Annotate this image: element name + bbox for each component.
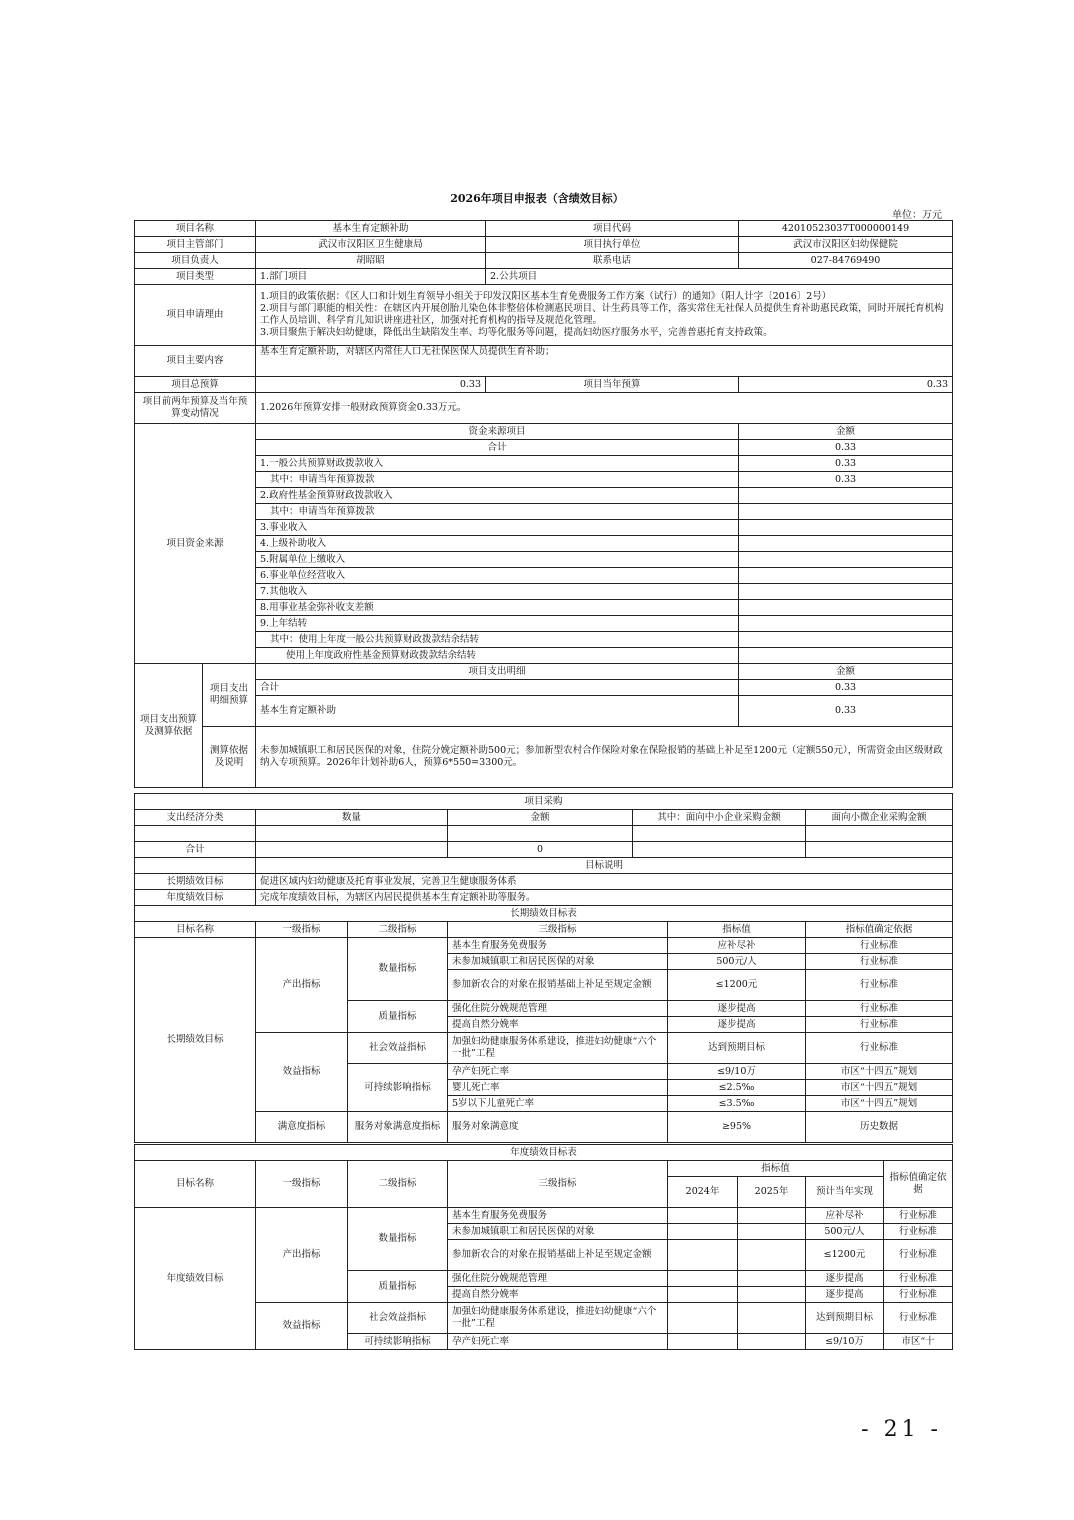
- year-quantity: 数量指标: [348, 1208, 448, 1271]
- type-1: 1.部门项目: [256, 269, 486, 285]
- phone-label: 联系电话: [486, 253, 739, 269]
- year-target-text: 完成年度绩效目标，为辖区内居民提供基本生育定额补助等服务。: [256, 890, 953, 906]
- funding-amount: [739, 600, 953, 616]
- year-2024: [668, 1240, 738, 1271]
- year-col-l3: 三级指标: [448, 1161, 668, 1208]
- long-basis: 行业标准: [806, 1001, 953, 1017]
- funding-amount: [739, 520, 953, 536]
- funding-row: 其中：使用上年度一般公共预算财政拨款结余结转: [256, 632, 739, 648]
- proc-empty-cell: [633, 826, 806, 842]
- page-number: - 21 -: [861, 1417, 942, 1442]
- dept: 武汉市汉阳区卫生健康局: [256, 237, 486, 253]
- year-l3: 强化住院分娩规范管理: [448, 1271, 668, 1287]
- long-basis: 行业标准: [806, 954, 953, 970]
- long-l3: 未参加城镇职工和居民医保的对象: [448, 954, 668, 970]
- proc-total-amount: 0: [448, 842, 633, 858]
- project-code-label: 项目代码: [486, 221, 739, 237]
- year-col-l1: 一级指标: [256, 1161, 348, 1208]
- year-col-value: 指标值: [668, 1161, 884, 1177]
- long-basis: 行业标准: [806, 1017, 953, 1033]
- target-title-spacer: [135, 858, 256, 874]
- funding-amount: [739, 504, 953, 520]
- funding-row: 5.附属单位上缴收入: [256, 552, 739, 568]
- proc-col-sme: 其中：面向中小企业采购金额: [633, 810, 806, 826]
- funding-amount: [739, 568, 953, 584]
- long-basis: 行业标准: [806, 1033, 953, 1064]
- year-col-name: 目标名称: [135, 1161, 256, 1208]
- expense-detail-label: 项目支出明细预算: [203, 664, 256, 727]
- year-2024: [668, 1208, 738, 1224]
- proc-total-qty: [256, 842, 448, 858]
- year-col-l2: 二级指标: [348, 1161, 448, 1208]
- year-l3: 孕产妇死亡率: [448, 1334, 668, 1350]
- long-l3: 强化住院分娩规范管理: [448, 1001, 668, 1017]
- year-expect: 应补尽补: [806, 1208, 884, 1224]
- expense-item-name: 基本生育定额补助: [256, 696, 739, 727]
- year-target-table: [134, 1144, 953, 1350]
- year-l3: 参加新农合的对象在报销基础上补足至规定金额: [448, 1240, 668, 1271]
- expense-calc-label: 测算依据及说明: [203, 727, 256, 788]
- funding-row: 9.上年结转: [256, 616, 739, 632]
- year-2024: [668, 1224, 738, 1240]
- year-2025: [738, 1303, 806, 1334]
- funding-amount: [739, 616, 953, 632]
- year-expect: 逐步提高: [806, 1271, 884, 1287]
- year-2025: [738, 1224, 806, 1240]
- funding-amount: [739, 536, 953, 552]
- long-value: 500元/人: [668, 954, 806, 970]
- year-l3: 基本生育服务免费服务: [448, 1208, 668, 1224]
- long-l3: 5岁以下儿童死亡率: [448, 1096, 668, 1112]
- expense-col-detail: 项目支出明细: [256, 664, 739, 680]
- long-col-l2: 二级指标: [348, 922, 448, 938]
- long-l3: 加强妇幼健康服务体系建设，推进妇幼健康“六个一批”工程: [448, 1033, 668, 1064]
- funding-row: 其中：申请当年预算拨款: [256, 472, 739, 488]
- project-name: 基本生育定额补助: [256, 221, 486, 237]
- long-value: ≥95%: [668, 1112, 806, 1143]
- long-social: 社会效益指标: [348, 1033, 448, 1064]
- year-col-2025: 2025年: [738, 1177, 806, 1208]
- long-l3: 提高自然分娩率: [448, 1017, 668, 1033]
- funding-row: 使用上年度政府性基金预算财政拨款结余结转: [256, 648, 739, 664]
- year-output: 产出指标: [256, 1208, 348, 1303]
- funding-row: 7.其他收入: [256, 584, 739, 600]
- project-info-table: [134, 220, 953, 788]
- target-title: 目标说明: [256, 858, 953, 874]
- long-basis: 行业标准: [806, 970, 953, 1001]
- long-target-name: 长期绩效目标: [135, 938, 256, 1143]
- page-title: 2026年项目申报表（含绩效目标）: [450, 192, 624, 205]
- exec: 武汉市汉阳区妇幼保健院: [739, 237, 953, 253]
- funding-amount: 0.33: [739, 472, 953, 488]
- year-2024: [668, 1334, 738, 1350]
- proc-total-micro: [806, 842, 953, 858]
- long-value: ≤9/10万: [668, 1064, 806, 1080]
- proc-empty-cell: [448, 826, 633, 842]
- long-value: 达到预期目标: [668, 1033, 806, 1064]
- total-label: 项目总预算: [135, 377, 256, 393]
- long-basis: 行业标准: [806, 938, 953, 954]
- reason-2: 2.项目与部门职能的相关性：在辖区内开展创胎儿染色体非整倍体检测惠民项目、计生药具等工作，落实常住无社保人员提供生育补助惠民政策，同时开展托育机构工作人员培训、科学育儿知识讲座进社区，加强对托育机构的指导及规范化管理。: [260, 303, 944, 326]
- funding-amount: 0.33: [739, 456, 953, 472]
- leader: 胡昭昭: [256, 253, 486, 269]
- year-benefit: 效益指标: [256, 1303, 348, 1350]
- funding-row: 1.一般公共预算财政拨款收入: [256, 456, 739, 472]
- content-label: 项目主要内容: [135, 346, 256, 377]
- funding-row: 4.上级补助收入: [256, 536, 739, 552]
- year-2025: [738, 1271, 806, 1287]
- year-basis: 行业标准: [884, 1240, 953, 1271]
- long-value: 应补尽补: [668, 938, 806, 954]
- long-l3: 参加新农合的对象在报销基础上补足至规定金额: [448, 970, 668, 1001]
- year-basis: 行业标准: [884, 1287, 953, 1303]
- year-basis: 行业标准: [884, 1303, 953, 1334]
- expense-label: 项目支出预算及测算依据: [135, 664, 203, 788]
- funding-row: 6.事业单位经营收入: [256, 568, 739, 584]
- funding-amount: [739, 488, 953, 504]
- year-2025: [738, 1334, 806, 1350]
- change-text: 1.2026年预算安排一般财政预算资金0.33万元。: [256, 393, 953, 424]
- long-value: ≤1200元: [668, 970, 806, 1001]
- long-basis: 历史数据: [806, 1112, 953, 1143]
- proc-empty-cell: [256, 826, 448, 842]
- funding-amount: [739, 632, 953, 648]
- change-label: 项目前两年预算及当年预算变动情况: [135, 393, 256, 424]
- year-expect: ≤9/10万: [806, 1334, 884, 1350]
- unit-label: 单位：万元: [892, 210, 942, 221]
- long-basis: 市区“十四五”规划: [806, 1096, 953, 1112]
- content: 基本生育定额补助，对辖区内常住人口无社保医保人员提供生育补助；: [256, 346, 953, 377]
- year-expect: 达到预期目标: [806, 1303, 884, 1334]
- long-quality: 质量指标: [348, 1001, 448, 1033]
- proc-col-micro: 面向小微企业采购金额: [806, 810, 953, 826]
- year-col-2024: 2024年: [668, 1177, 738, 1208]
- long-basis: 市区“十四五”规划: [806, 1064, 953, 1080]
- long-value: ≤3.5‰: [668, 1096, 806, 1112]
- long-value: 逐步提高: [668, 1017, 806, 1033]
- year-2024: [668, 1303, 738, 1334]
- long-sat-l2: 服务对象满意度指标: [348, 1112, 448, 1143]
- reason-1: 1.项目的政策依据：《区人口和计划生育领导小组关于印发汉阳区基本生育免费服务工作方案（试行）的通知》（阳人计字〔2016〕2号）: [260, 291, 832, 303]
- long-col-l1: 一级指标: [256, 922, 348, 938]
- type-label: 项目类型: [135, 269, 256, 285]
- expense-total-amount: 0.33: [739, 680, 953, 696]
- year-2025: [738, 1287, 806, 1303]
- long-benefit: 效益指标: [256, 1033, 348, 1112]
- long-output: 产出指标: [256, 938, 348, 1033]
- long-l3: 婴儿死亡率: [448, 1080, 668, 1096]
- year-social: 社会效益指标: [348, 1303, 448, 1334]
- long-table-title: 长期绩效目标表: [135, 906, 953, 922]
- funding-row: 2.政府性基金预算财政拨款收入: [256, 488, 739, 504]
- year-l3: 提高自然分娩率: [448, 1287, 668, 1303]
- year-basis: 行业标准: [884, 1271, 953, 1287]
- year-expect: ≤1200元: [806, 1240, 884, 1271]
- long-satisfaction: 满意度指标: [256, 1112, 348, 1143]
- year-target-label: 年度绩效目标: [135, 890, 256, 906]
- proc-empty-cell: [806, 826, 953, 842]
- funding-label: 项目资金来源: [135, 424, 256, 664]
- year-basis: 行业标准: [884, 1224, 953, 1240]
- funding-row: 其中：申请当年预算拨款: [256, 504, 739, 520]
- leader-label: 项目负责人: [135, 253, 256, 269]
- proc-total-sme: [633, 842, 806, 858]
- funding-amount: [739, 648, 953, 664]
- long-quantity: 数量指标: [348, 938, 448, 1001]
- funding-amount: [739, 584, 953, 600]
- long-value: ≤2.5‰: [668, 1080, 806, 1096]
- expense-col-amount: 金额: [739, 664, 953, 680]
- long-target-label: 长期绩效目标: [135, 874, 256, 890]
- year-col-basis: 指标值确定依据: [884, 1161, 953, 1208]
- funding-row: 3.事业收入: [256, 520, 739, 536]
- proc-total-label: 合计: [135, 842, 256, 858]
- year-l3: 加强妇幼健康服务体系建设，推进妇幼健康“六个一批”工程: [448, 1303, 668, 1334]
- year-col-expect: 预计当年实现: [806, 1177, 884, 1208]
- reason-3: 3.项目聚焦于解决妇幼健康，降低出生缺陷发生率、均等化服务等问题，提高妇幼医疗服务水平，完善普惠托育支持政策。: [260, 326, 773, 338]
- long-l3: 基本生育服务免费服务: [448, 938, 668, 954]
- long-l3: 孕产妇死亡率: [448, 1064, 668, 1080]
- year-2024: [668, 1287, 738, 1303]
- long-target-text: 促进区域内妇幼健康及托育事业发展，完善卫生健康服务体系: [256, 874, 953, 890]
- procurement-table: [134, 793, 953, 906]
- long-sustain: 可持续影响指标: [348, 1064, 448, 1112]
- long-target-table: [134, 905, 953, 1143]
- year-l3: 未参加城镇职工和居民医保的对象: [448, 1224, 668, 1240]
- type-2: 2.公共项目: [486, 269, 953, 285]
- proc-empty-cell: [135, 826, 256, 842]
- funding-col-amount: 金额: [739, 424, 953, 440]
- year-table-title: 年度绩效目标表: [135, 1145, 953, 1161]
- phone: 027-84769490: [739, 253, 953, 269]
- long-l3: 服务对象满意度: [448, 1112, 668, 1143]
- funding-col-source: 资金来源项目: [256, 424, 739, 440]
- project-code: 42010523037T000000149: [739, 221, 953, 237]
- long-col-l3: 三级指标: [448, 922, 668, 938]
- year-budget: 0.33: [739, 377, 953, 393]
- expense-total-name: 合计: [256, 680, 739, 696]
- long-col-value: 指标值: [668, 922, 806, 938]
- expense-calc-text: 未参加城镇职工和居民医保的对象，住院分娩定额补助500元；参加新型农村合作保险对象在保险报销的基础上补足至1200元（定额550元），所需资金由区级财政纳入专项预算。2026年计划补助6人，预算6*550=3300元。: [256, 727, 953, 788]
- year-sustain: 可持续影响指标: [348, 1334, 448, 1350]
- expense-item-amount: 0.33: [739, 696, 953, 727]
- funding-amount: 0.33: [739, 440, 953, 456]
- funding-row: 8.用事业基金弥补收支差额: [256, 600, 739, 616]
- project-name-label: 项目名称: [135, 221, 256, 237]
- long-col-basis: 指标值确定依据: [806, 922, 953, 938]
- year-2025: [738, 1208, 806, 1224]
- year-expect: 500元/人: [806, 1224, 884, 1240]
- year-expect: 逐步提高: [806, 1287, 884, 1303]
- total-budget: 0.33: [256, 377, 486, 393]
- proc-col-class: 支出经济分类: [135, 810, 256, 826]
- year-quality: 质量指标: [348, 1271, 448, 1303]
- exec-label: 项目执行单位: [486, 237, 739, 253]
- long-value: 逐步提高: [668, 1001, 806, 1017]
- funding-amount: [739, 552, 953, 568]
- year-basis: 市区“十: [884, 1334, 953, 1350]
- year-basis: 行业标准: [884, 1208, 953, 1224]
- funding-row: 合计: [256, 440, 739, 456]
- long-basis: 市区“十四五”规划: [806, 1080, 953, 1096]
- dept-label: 项目主管部门: [135, 237, 256, 253]
- proc-col-amount: 金额: [448, 810, 633, 826]
- year-2025: [738, 1240, 806, 1271]
- proc-col-qty: 数量: [256, 810, 448, 826]
- procurement-title: 项目采购: [135, 794, 953, 810]
- reason-label: 项目申请理由: [135, 285, 256, 346]
- long-col-name: 目标名称: [135, 922, 256, 938]
- year-target-name: 年度绩效目标: [135, 1208, 256, 1350]
- year-budget-label: 项目当年预算: [486, 377, 739, 393]
- year-2024: [668, 1271, 738, 1287]
